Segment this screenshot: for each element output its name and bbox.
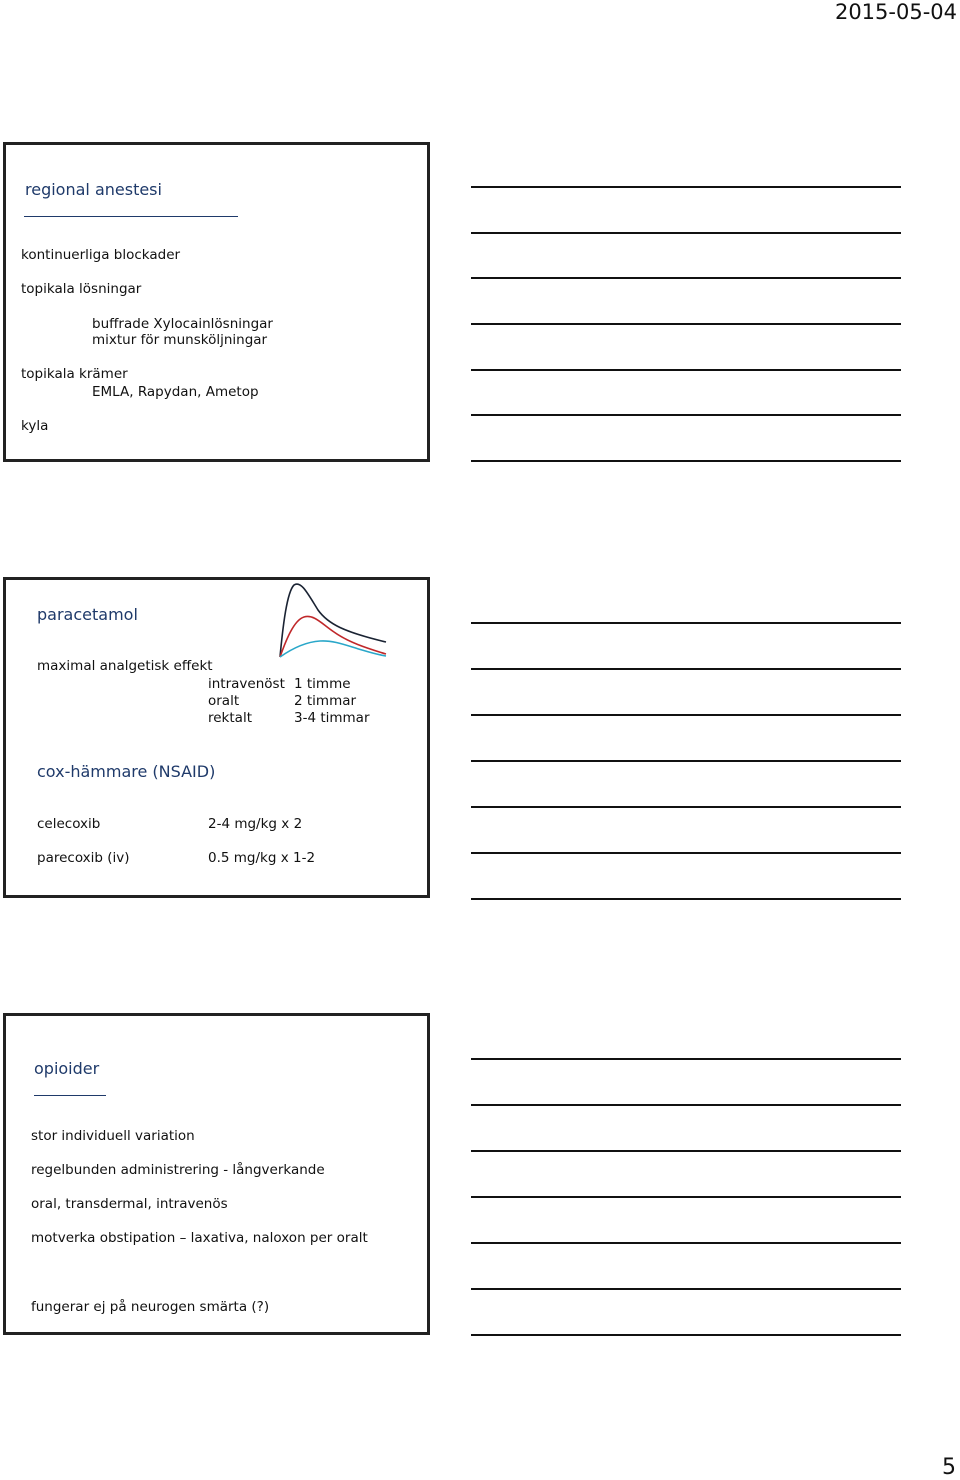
bullet-text: oral, transdermal, intravenös — [31, 1196, 228, 1212]
note-line — [471, 806, 901, 808]
note-line — [471, 1196, 901, 1198]
note-line — [471, 323, 901, 325]
note-line — [471, 186, 901, 188]
title-underline — [34, 1095, 106, 1096]
note-line — [471, 369, 901, 371]
route-label: rektalt — [208, 710, 252, 726]
route-time: 3-4 timmar — [294, 710, 370, 726]
note-line — [471, 1104, 901, 1106]
document-date: 2015-05-04 — [834, 0, 957, 24]
curve-oral — [280, 616, 386, 657]
note-line — [471, 852, 901, 854]
note-line — [471, 277, 901, 279]
bullet-text: regelbunden administrering - långverkande — [31, 1162, 325, 1178]
note-line — [471, 1334, 901, 1336]
note-line — [471, 622, 901, 624]
bullet-text: kontinuerliga blockader — [21, 247, 181, 263]
note-line — [471, 1150, 901, 1152]
note-line — [471, 1242, 901, 1244]
slide-regional-anestesi — [3, 142, 430, 462]
slide-title: paracetamol — [37, 605, 138, 624]
bullet-text: motverka obstipation – laxativa, naloxon per oralt — [31, 1230, 368, 1246]
bullet-text: stor individuell variation — [31, 1128, 195, 1144]
drug-name: parecoxib (iv) — [37, 850, 130, 866]
bullet-text: topikala krämer — [21, 366, 128, 382]
sub-bullet-text: EMLA, Rapydan, Ametop — [92, 384, 259, 400]
note-line — [471, 1058, 901, 1060]
note-line — [471, 668, 901, 670]
slide-paracetamol — [3, 577, 430, 898]
slide-title: regional anestesi — [25, 180, 162, 199]
pharmacokinetic-curves — [276, 580, 390, 662]
drug-name: celecoxib — [37, 816, 101, 832]
sub-bullet-text: buffrade Xylocainlösningar — [92, 316, 273, 332]
bullet-text: topikala lösningar — [21, 281, 142, 297]
drug-dose: 0.5 mg/kg x 1-2 — [208, 850, 316, 866]
note-line — [471, 414, 901, 416]
bullet-text: fungerar ej på neurogen smärta (?) — [31, 1299, 270, 1315]
route-time: 1 timme — [294, 676, 351, 692]
slide-opioider — [3, 1013, 430, 1335]
section-subtitle: cox-hämmare (NSAID) — [37, 762, 216, 781]
note-line — [471, 460, 901, 462]
route-time: 2 timmar — [294, 693, 357, 709]
route-label: intravenöst — [208, 676, 285, 692]
page-number: 5 — [942, 1455, 956, 1480]
bullet-text: kyla — [21, 418, 49, 434]
note-line — [471, 232, 901, 234]
drug-dose: 2-4 mg/kg x 2 — [208, 816, 303, 832]
sub-bullet-text: mixtur för munsköljningar — [92, 332, 268, 348]
curve-intravenous — [280, 584, 386, 657]
route-label: oralt — [208, 693, 240, 709]
effect-heading: maximal analgetisk effekt — [37, 658, 213, 674]
title-underline — [24, 216, 238, 217]
note-line — [471, 1288, 901, 1290]
note-line — [471, 714, 901, 716]
note-line — [471, 760, 901, 762]
slide-title: opioider — [34, 1059, 100, 1078]
note-line — [471, 898, 901, 900]
